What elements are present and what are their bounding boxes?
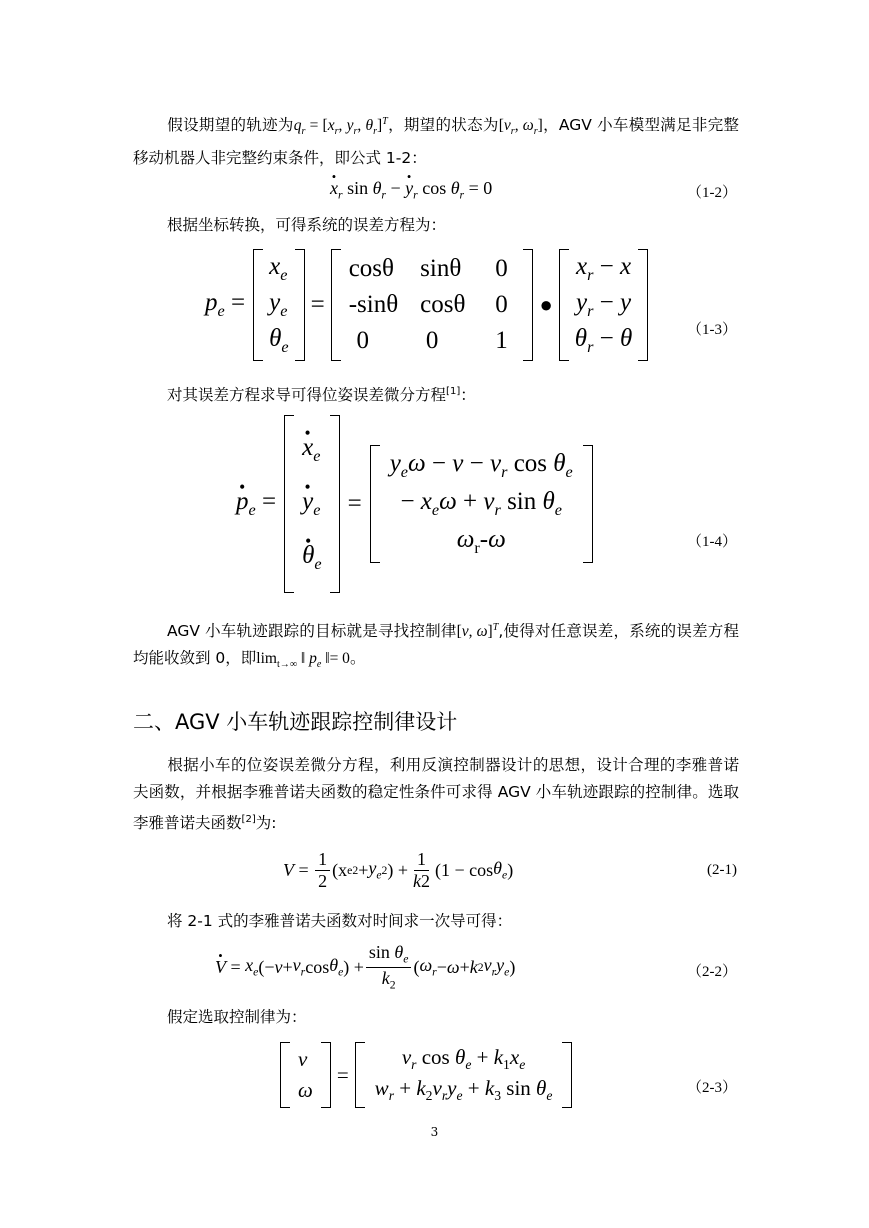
text-segment: ： [460, 386, 476, 405]
paragraph-trajectory [133, 108, 739, 172]
equation-number: （2-2） [687, 964, 737, 980]
text-segment: 根据小车的位姿误差微分方程，利用反演控制器设计的思想，设计合理的李雅普诺夫函数，并根据李雅普诺夫函数的稳定性条件可求得 AGV 小车轨迹跟踪的控制律。选取李雅普诺夫函数 [133, 756, 739, 833]
text-segment: 对其误差方程求导可得位姿误差微分方程 [167, 386, 447, 405]
equation-1-2: • $x_r$ $\sin \theta_r$ − • $y_r$ $\cos \theta_r = 0$ [330, 178, 492, 202]
paragraph-lyapunov [133, 752, 739, 837]
text-segment: 假定选取控制律为： [167, 1008, 307, 1026]
equation-2-1: V = $\frac{1}{2}$ (x e 2 + $y_e$ 2 ) + $\frac{1}{k2}$ (1 − cos $\theta_e$ ) [283, 848, 514, 891]
equation-number: （2-3） [687, 1080, 737, 1096]
section-heading: 二、AGV 小车轨迹跟踪控制律设计 [133, 710, 458, 734]
inline-formula-qr: $q_r = [x_r$, $y_r$, $\theta_r]^T$ [293, 116, 388, 138]
text-segment: 。 [349, 649, 366, 668]
paragraph-derivative [133, 378, 739, 409]
page-number: 3 [430, 1125, 439, 1139]
text-segment: ，AGV 小车模型满足非完整移动机器人非完整约束条件，即公式 1-2： [133, 116, 740, 168]
paragraph-goal [133, 614, 739, 678]
text-segment: 为: [255, 814, 277, 833]
equation-number: （1-4） [687, 534, 737, 550]
paragraph-time-derivative [133, 908, 739, 935]
equation-number: (2-1) [707, 862, 737, 878]
equation-1-4: • $p_e$ = • $x_e$ • $y_e$ • $\theta_e$ = $y_e\omega - v - v_r$ $\cos \theta_e$ − $x_e\omega + v_r$ $\sin \theta_e$ $\omega_r-\omega$ [236, 414, 593, 594]
inline-formula-limit: $\lim_{t\to\infty}$ ‖ $p_e$ ‖= 0 [256, 650, 350, 671]
text-segment: 将 2-1 式的李雅普诺夫函数对时间求一次导可得： [167, 912, 513, 930]
inline-formula-state: [$v_r$, $\omega_r$] [498, 117, 543, 138]
text-segment: 假设期望的轨迹为 [167, 116, 294, 135]
citation-ref: [1] [446, 386, 461, 397]
equation-number: （1-2） [687, 185, 737, 201]
paragraph-control-law [133, 1004, 739, 1031]
text-segment: ,使得对任意误差，系统的误差方程均能收敛到 0，即 [133, 622, 740, 668]
text-segment: ，期望的状态为 [387, 116, 499, 135]
text-segment: 根据坐标转换，可得系统的误差方程为： [167, 216, 447, 234]
citation-ref: [2] [241, 814, 256, 825]
equation-2-2: • V = $x_e$ (− v + $v_r$ cos $\theta_e$ ) + $\frac{\sin \theta_e}{k_2}$ ( $\omega_r$ − ω + k 2 $v_ry_e$ ) [215, 938, 515, 996]
equation-2-3: v ω = $v_r$ $\cos \theta_e + k_1x_e$ $w_r + k_2v_ry_e + k_3$ $\sin \theta_e$ [280, 1040, 572, 1110]
text-segment: AGV 小车轨迹跟踪的目标就是寻找控制律 [167, 622, 457, 641]
rotation-matrix: cosθ sinθ 0 -sinθ cosθ 0 0 0 1 [331, 249, 534, 361]
equation-number: （1-3） [687, 322, 737, 338]
paragraph-coordinate [133, 212, 739, 239]
equation-1-3: $p_e$ = $x_e$ $y_e$ $\theta_e$ = cosθ sinθ 0 -sinθ cosθ 0 0 0 1 ● $x_r - x$ $y_r - y$ $\theta_r - \theta$ [205, 246, 648, 364]
inline-formula-control: [v, ω]$^T$ [456, 622, 499, 641]
